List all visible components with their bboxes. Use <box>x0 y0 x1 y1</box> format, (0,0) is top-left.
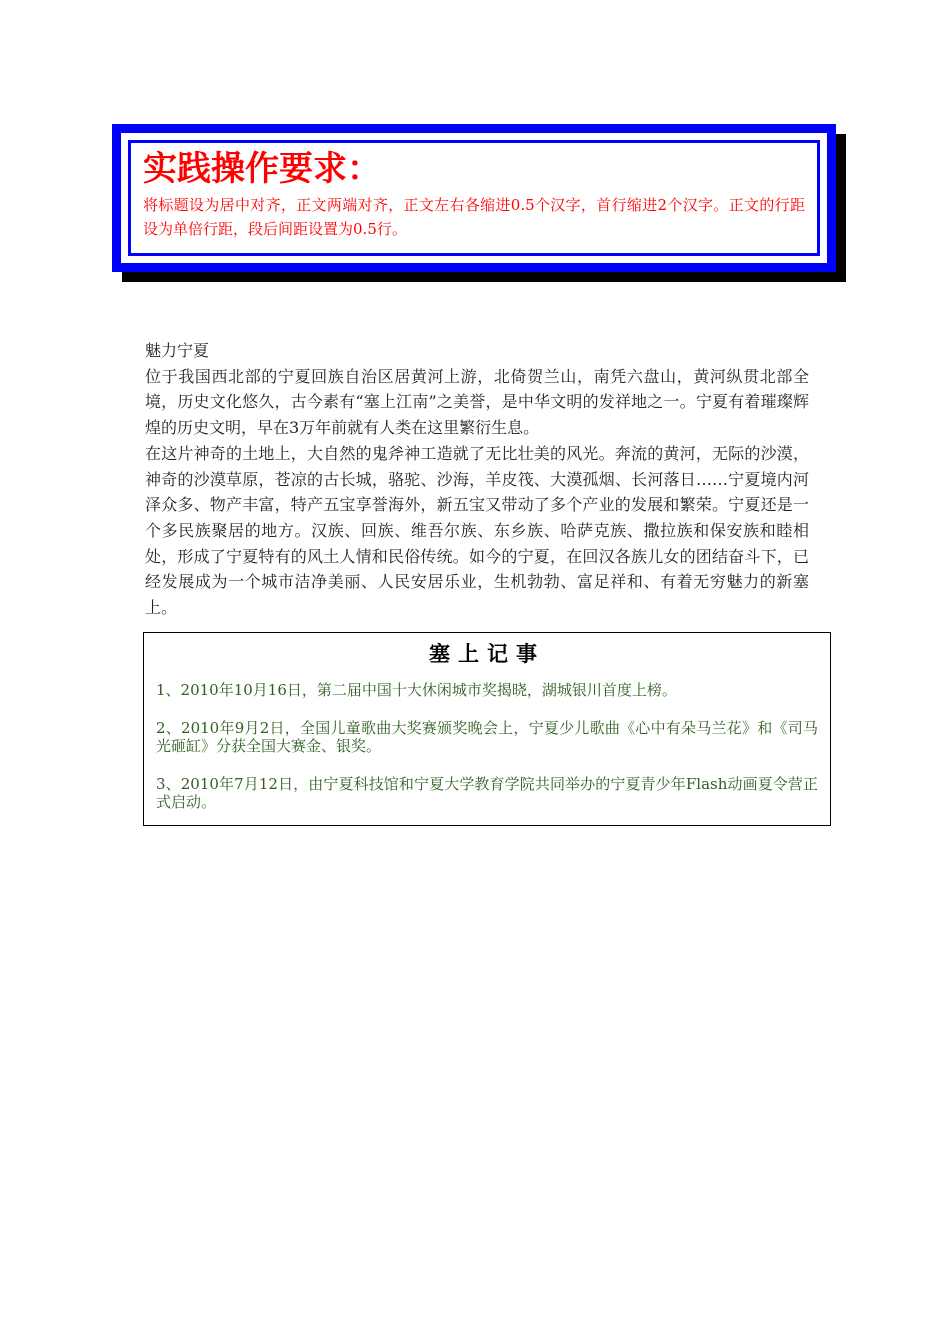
requirement-text: 将标题设为居中对齐，正文两端对齐，正文左右各缩进0.5个汉字，首行缩进2个汉字。正文的行距设为单倍行距，段后间距设置为0.5行。 <box>143 196 805 238</box>
requirement-box <box>112 124 836 272</box>
article-paragraph: 在这片神奇的土地上，大自然的鬼斧神工造就了无比壮美的风光。奔流的黄河，无际的沙漠，神奇的沙漠草原，苍凉的古长城，骆驼、沙海，羊皮筏、大漠孤烟、长河落日……宁夏境内河泽众多、物产丰富，特产五宝享誉海外，新五宝又带动了多个产业的发展和繁荣。宁夏还是一个多民族聚居的地方。汉族、回族、维吾尔族、东乡族、哈萨克族、撒拉族和保安族和睦相处，形成了宁夏特有的风土人情和民俗传统。如今的宁夏，在回汉各族儿女的团结奋斗下，已经发展成为一个城市洁净美丽、人民安居乐业，生机勃勃、富足祥和、有着无穷魅力的新塞上。 <box>145 443 809 618</box>
note-item: 1、2010年10月16日，第二届中国十大休闲城市奖揭晓，湖城银川首度上榜。 <box>156 681 677 699</box>
article <box>145 338 809 621</box>
article-title: 魅力宁夏 <box>145 341 210 360</box>
note-item: 3、2010年7月12日，由宁夏科技馆和宁夏大学教育学院共同举办的宁夏青少年Flash动画夏令营正式启动。 <box>156 775 818 811</box>
notes-box <box>143 632 831 826</box>
article-paragraph: 位于我国西北部的宁夏回族自治区居黄河上游，北倚贺兰山，南凭六盘山，黄河纵贯北部全境，历史文化悠久，古今素有“塞上江南”之美誉，是中华文明的发祥地之一。宁夏有着璀璨辉煌的历史文明，早在3万年前就有人类在这里繁衍生息。 <box>145 366 809 438</box>
note-item: 2、2010年9月2日，全国儿童歌曲大奖赛颁奖晚会上，宁夏少儿歌曲《心中有朵马兰花》和《司马光砸缸》分获全国大赛金、银奖。 <box>156 719 818 755</box>
requirement-content <box>131 143 817 253</box>
requirement-title: 实践操作要求： <box>143 149 381 189</box>
notes-title: 塞上记事 <box>429 641 545 666</box>
